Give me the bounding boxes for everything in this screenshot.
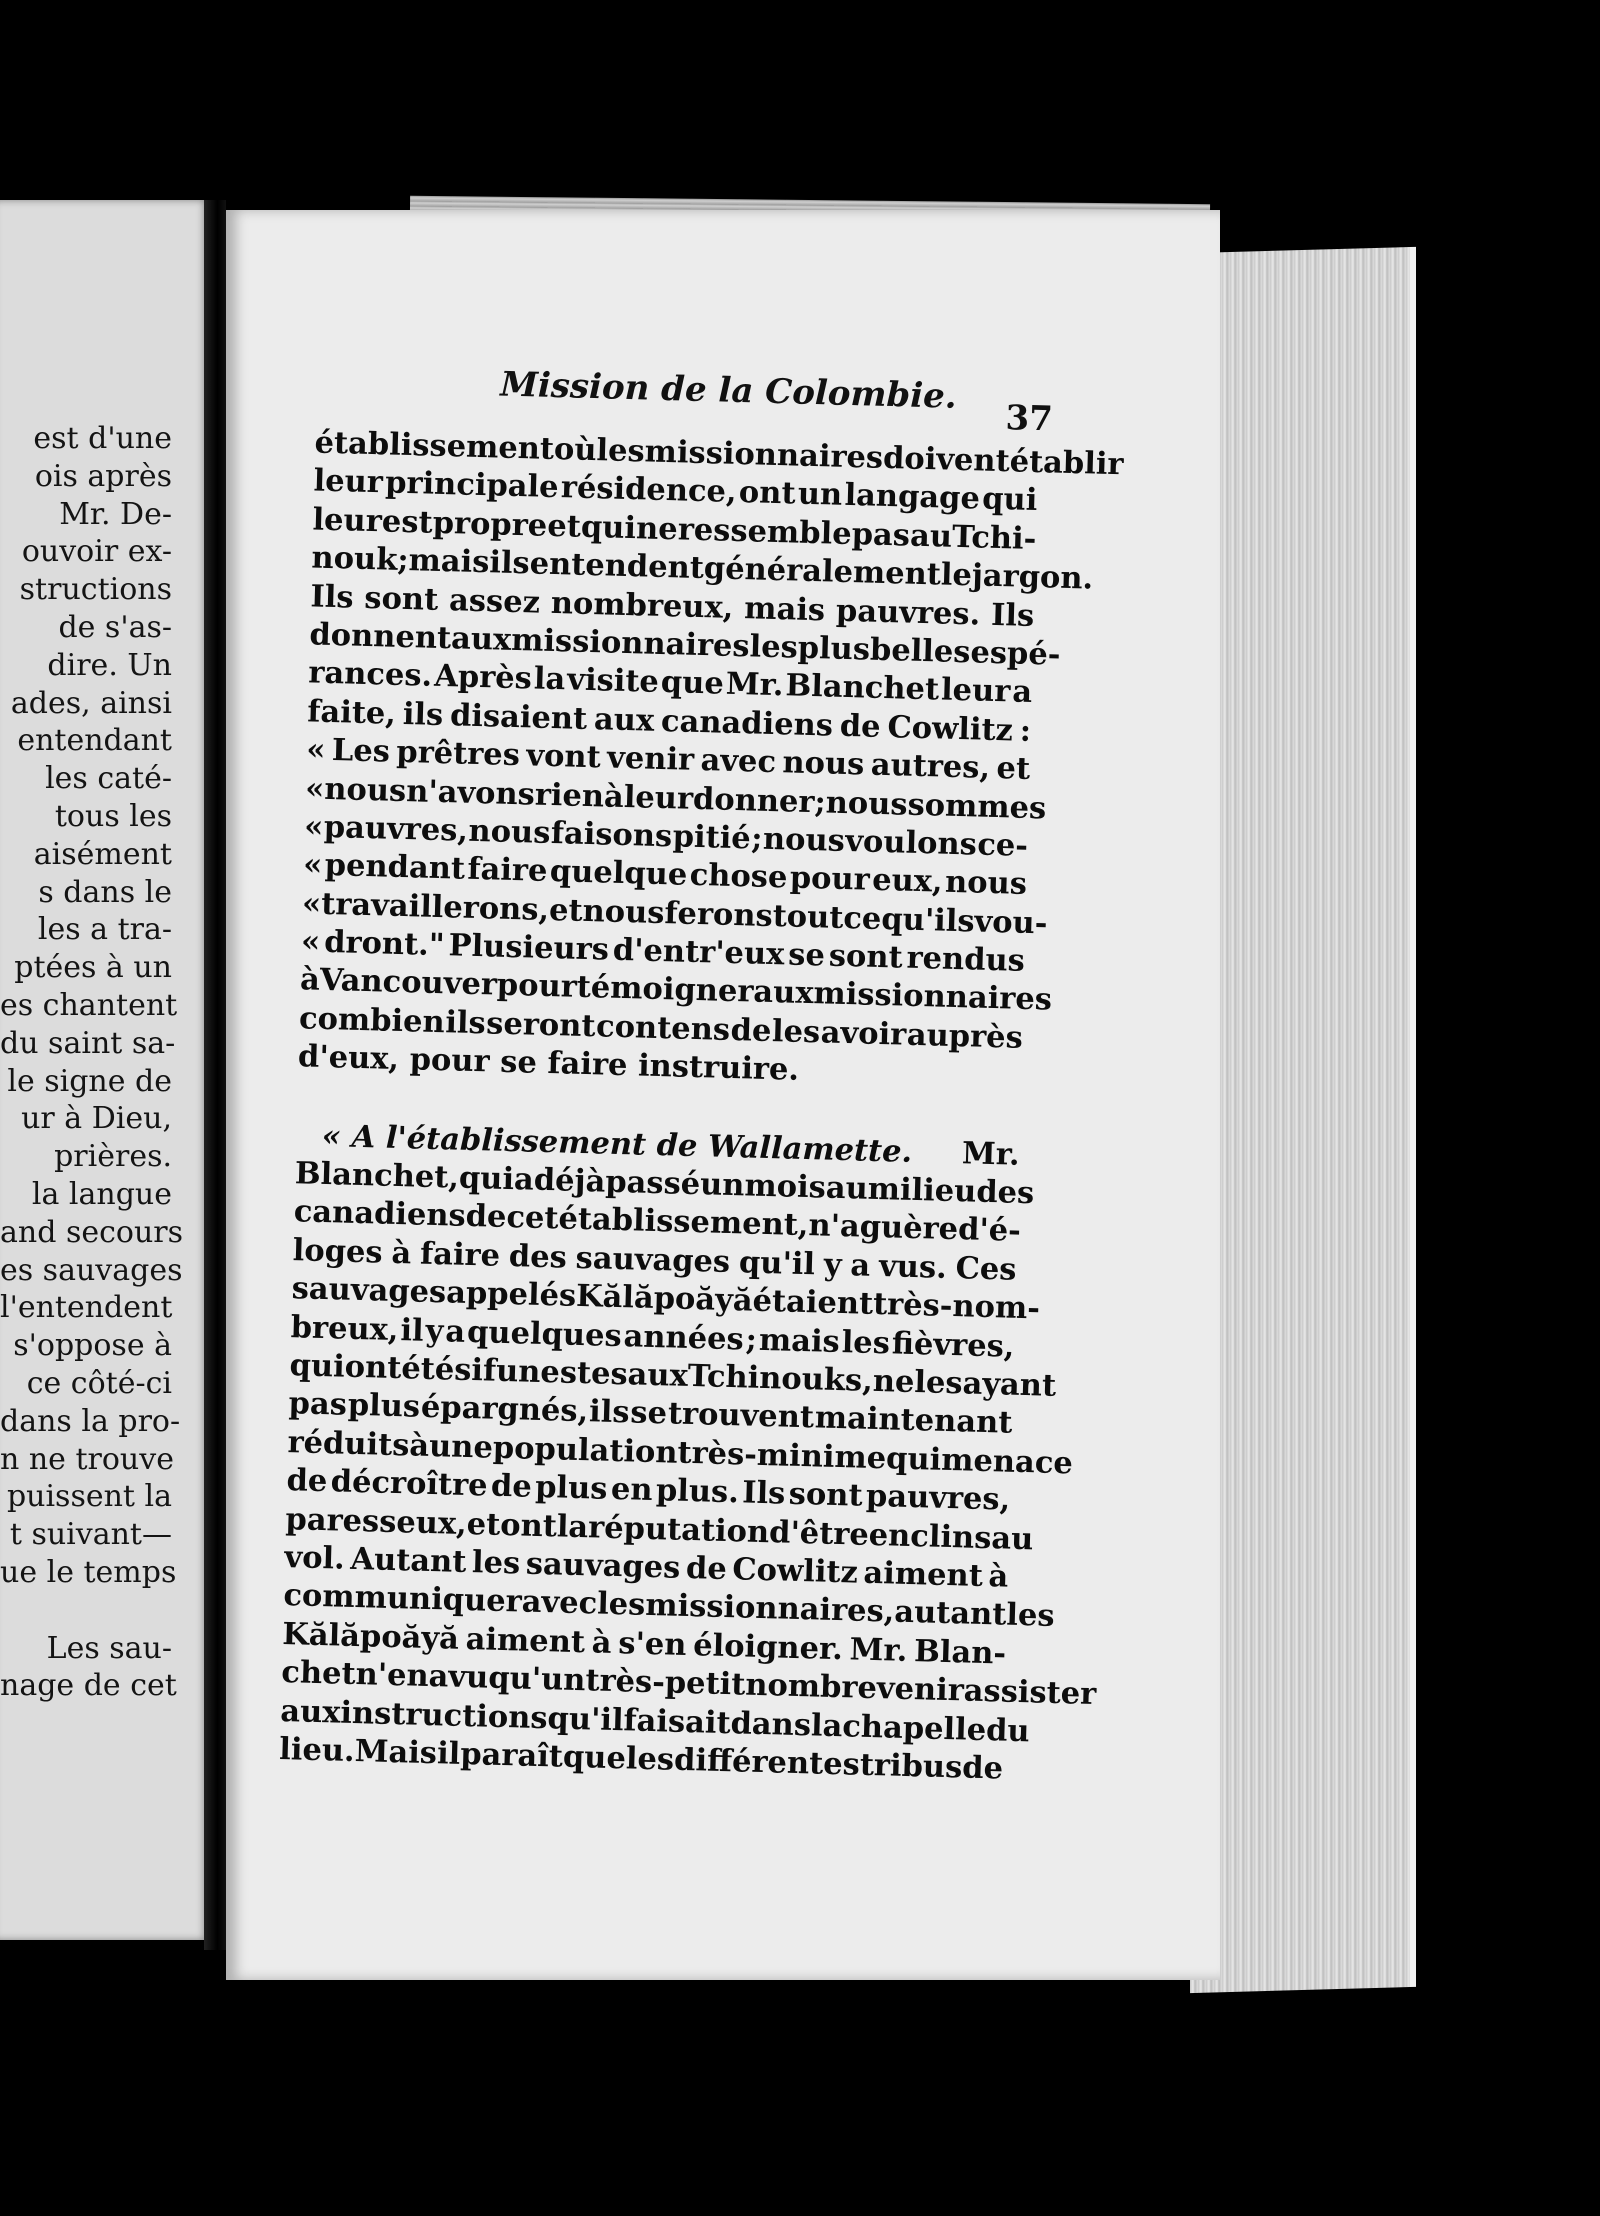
text-line: qui ont été si funestes aux Tchinouks, ne les ayant — [289, 1347, 1057, 1404]
text-line: les a tra- — [37, 912, 172, 948]
text-line: tous les — [54, 798, 172, 834]
text-line: les caté- — [45, 761, 172, 797]
text-line: ce côté-ci — [26, 1365, 172, 1401]
text-line: t suivant— — [9, 1517, 172, 1553]
text-line: est d'une — [33, 421, 172, 456]
text-line: chet n'en a vu qu'un très-petit nombre venir assister — [280, 1654, 1097, 1713]
text-line: vol. Autant les sauvages de Cowlitz aiment à — [284, 1539, 1009, 1595]
text-line: « travaillerons, et nous ferons tout ce qu'ils vou- — [301, 885, 1048, 942]
text-line: nage de cet — [0, 1668, 177, 1704]
text-line: leur est propre et qui ne ressemble pas au Tchi- — [312, 501, 1037, 557]
text-line: le signe de — [7, 1063, 172, 1099]
text-line: faite, ils disaient aux canadiens de Cowlitz : — [306, 693, 1032, 749]
text-line: ades, ainsi — [10, 685, 172, 721]
text-line: Ils sont assez nombreux, mais pauvres. Ils — [310, 577, 1035, 634]
text-line: rances. Après la visite que Mr. Blanchet leur a — [307, 654, 1033, 711]
text-line: breux, il y a quelques années ; mais les fièvres, — [290, 1308, 1015, 1365]
text-line: l'entendent — [0, 1290, 173, 1326]
left-page-text — [0, 420, 184, 1705]
text-line: and secours — [0, 1214, 184, 1250]
text-line: dans la pro- — [0, 1403, 181, 1439]
text-line: prières. — [54, 1139, 172, 1175]
text-line: réduits à une population très-minime qui menace — [287, 1423, 1074, 1482]
text-line: « nous n'avons rien à leur donner ; nous sommes — [304, 769, 1047, 826]
text-line: s'oppose à — [13, 1328, 172, 1364]
paragraph-2 — [278, 1154, 1097, 1788]
text-line: « dront." Plusieurs d'entr'eux se sont rendus — [300, 923, 1026, 979]
text-line: à Vancouver pour témoigner aux missionnaires — [299, 961, 1053, 1019]
text-line: la langue — [31, 1176, 172, 1212]
text-line: sauvages appelés Kălăpoăyă étaient très-nom- — [291, 1270, 1041, 1327]
text-line: s dans le — [38, 874, 172, 910]
text-line: ur à Dieu, — [21, 1101, 172, 1137]
text-line: Les sau- — [46, 1630, 172, 1666]
text-line: puissent la — [6, 1479, 172, 1515]
page-body — [278, 423, 1124, 1787]
text-line: dire. Un — [47, 647, 172, 683]
text-line: nouk ; mais ils entendent généralement le jargon. — [311, 539, 1094, 597]
text-line: du saint sa- — [0, 1025, 176, 1061]
text-line: aux instructions qu'il faisait dans la chapelle du — [279, 1692, 1031, 1749]
text-line — [0, 1592, 172, 1630]
text-line: n ne trouve — [0, 1441, 174, 1477]
text-line: de décroître de plus en plus. Ils sont pauvres, — [286, 1462, 1011, 1518]
left-page — [0, 200, 210, 1940]
text-line: combien ils seront contens de les avoir auprès — [298, 1000, 1024, 1056]
text-line: aisément — [33, 836, 172, 872]
text-line: leur principale résidence, ont un langage qui — [313, 462, 1038, 519]
text-line: es sauvages — [0, 1252, 183, 1288]
paragraph-1 — [297, 423, 1124, 1095]
text-line: ois après — [34, 458, 172, 494]
text-line: « pauvres, nous faisons pitié ; nous voulons ce- — [303, 808, 1029, 864]
text-line: ue le temps — [0, 1554, 177, 1590]
right-page — [226, 210, 1220, 1980]
text-line: donnent aux missionnaires les plus belles espé- — [308, 616, 1061, 673]
text-line: établissement où les missionnaires doivent établir — [314, 424, 1124, 483]
text-line: pas plus épargnés, ils se trouvent maintenant — [288, 1385, 1013, 1442]
right-page-content — [199, 198, 1241, 1994]
text-line: Kălăpoăyă aiment à s'en éloigner. Mr. Blan- — [281, 1615, 1007, 1672]
text-line: « Les prêtres vont venir avec nous autres, et — [305, 731, 1031, 788]
text-line: d'eux, pour se faire instruire. — [297, 1038, 800, 1089]
running-head: Mission de la Colombie. — [499, 364, 958, 417]
text-line: loges à faire des sauvages qu'il y a vus. Ces — [292, 1232, 1017, 1288]
text-line: Blanchet, qui a déjà passé un mois au milieu des — [294, 1155, 1035, 1212]
text-line: entendant — [17, 723, 172, 759]
text-line: structions — [19, 572, 172, 608]
text-line: de s'as- — [58, 609, 172, 645]
text-line: lieu. Mais il paraît que les différentes tribus de — [278, 1730, 1004, 1787]
text-line: ouvoir ex- — [21, 534, 172, 570]
text-line: ptées à un — [14, 950, 172, 986]
section-heading-tail: Mr. — [961, 1134, 1021, 1173]
section-title: « A l'établissement de Wallamette. — [321, 1117, 913, 1170]
text-line: Mr. De- — [59, 496, 172, 532]
text-line: es chantent — [0, 987, 178, 1023]
page-number: 37 — [1005, 398, 1054, 440]
text-line: paresseux, et ont la réputation d'être enclins au — [285, 1500, 1034, 1557]
text-line: communiquer avec les missionnaires, autant les — [282, 1577, 1056, 1635]
text-line: « pendant faire quelque chose pour eux, nous — [302, 846, 1028, 903]
text-line: canadiens de cet établissement, n'a guère d'é- — [293, 1193, 1022, 1250]
